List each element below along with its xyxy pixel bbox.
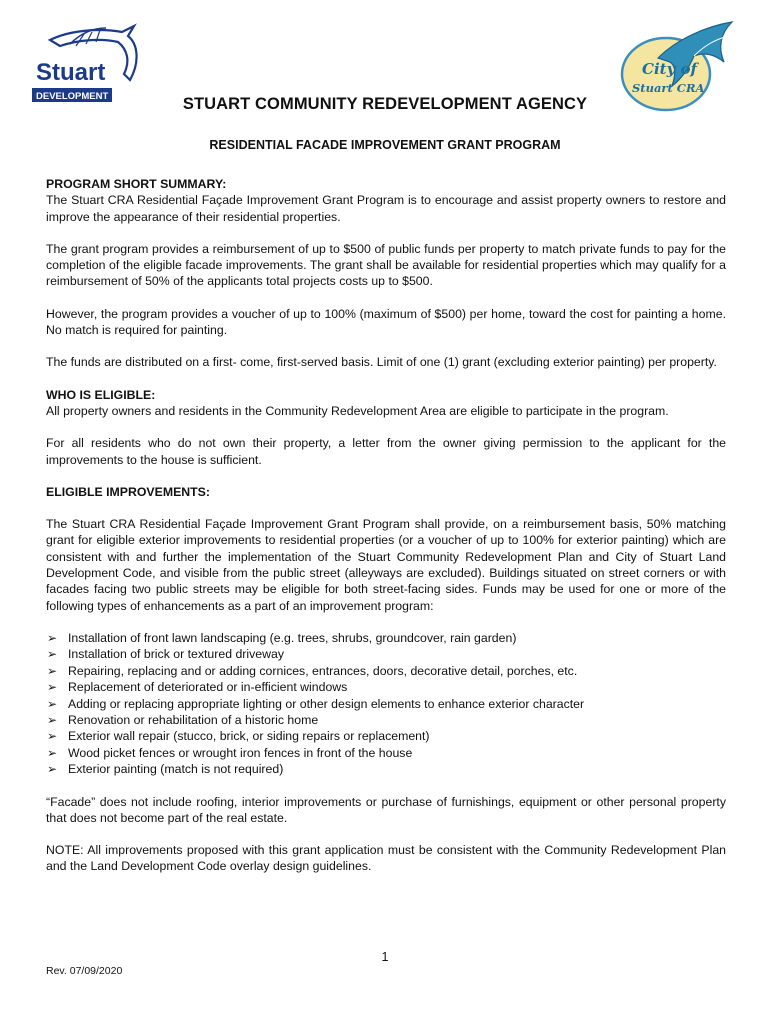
improvements-intro: The Stuart CRA Residential Façade Improvement Grant Program shall provide, on a reimbursement basis, 50% matching grant for eligible exterior improvements to residential properties (or a voucher of up to 100% for exterior painting) which are consistent with and further the implementation of the Stuart Community Redevelopment Plan and City of Stuart Land Development Code, and visible from the public street (alleyways are excluded). Buildings situated on street corners or with facades facing two public streets may be eligible for both street-facing sides. Funds may be used for one or more of the following types of enhancements as a part of an improvement program: [46,517,726,613]
eligibility-section [46,387,726,420]
summary-section [46,176,726,225]
arrow-bullet-icon: ➢ [47,663,58,678]
document-body [46,176,726,891]
eligibility-paragraph-2: For all residents who do not own their property, a letter from the owner giving permission to the applicant for the improvements to the house is sufficient. [46,436,726,467]
summary-paragraph-1: The Stuart CRA Residential Façade Improvement Grant Program is to encourage and assist property owners to restore and improve the appearance of their residential properties. [46,193,726,224]
arrow-bullet-icon: ➢ [47,680,58,695]
arrow-bullet-icon: ➢ [47,630,58,645]
list-item-text: Installation of brick or textured driveway [68,647,284,662]
arrow-bullet-icon: ➢ [47,745,58,760]
logo-city-text: City of [642,60,697,78]
list-item [46,679,726,695]
list-item-text: Exterior painting (match is not required) [68,762,284,777]
facade-definition: “Facade” does not include roofing, interior improvements or purchase of furnishings, equipment or other personal property that does not become part of the real estate. [46,794,726,825]
logo-sub-text: DEVELOPMENT [36,91,109,102]
list-item-text: Exterior wall repair (stucco, brick, or siding repairs or replacement) [68,729,430,744]
list-item-text: Replacement of deteriorated or in-efficient windows [68,680,348,695]
list-item-text: Repairing, replacing and or adding cornices, entrances, doors, decorative detail, porches, etc. [68,663,578,678]
page-number: 1 [381,950,389,964]
improvements-list [46,630,726,778]
arrow-bullet-icon: ➢ [47,762,58,777]
summary-paragraph-2: The grant program provides a reimbursement of up to $500 of public funds per property to match private funds to pay for the completion of the eligible facade improvements. The grant shall be available for residential properties which may qualify for a reimbursement of 50% of the applicants total projects costs up to $500. [46,241,726,289]
list-item [46,663,726,679]
arrow-bullet-icon: ➢ [47,729,58,744]
arrow-bullet-icon: ➢ [47,712,58,727]
list-item-text: Adding or replacing appropriate lighting or other design elements to enhance exterior character [68,696,585,711]
summary-paragraph-4: The funds are distributed on a first- come, first-served basis. Limit of one (1) grant (excluding exterior painting) per property. [46,355,717,370]
arrow-bullet-icon: ➢ [47,696,58,711]
list-item [46,712,726,728]
list-item [46,728,726,744]
list-item [46,745,726,761]
eligibility-heading: WHO IS ELIGIBLE: [46,387,156,402]
logo-brand-text: Stuart [36,59,106,86]
arrow-bullet-icon: ➢ [47,647,58,662]
logo-cra-text: Stuart CRA [632,81,705,95]
agency-title: STUART COMMUNITY REDEVELOPMENT AGENCY [182,95,588,113]
list-item-text: Installation of front lawn landscaping (e.g. trees, shrubs, groundcover, rain garden) [68,630,517,645]
list-item [46,646,726,662]
revision-date: Rev. 07/09/2020 [46,965,123,977]
summary-heading: PROGRAM SHORT SUMMARY: [46,177,227,191]
improvements-heading: ELIGIBLE IMPROVEMENTS: [46,484,210,499]
program-title: RESIDENTIAL FACADE IMPROVEMENT GRANT PROGRAM [209,138,561,152]
list-item [46,761,726,777]
list-item-text: Wood picket fences or wrought iron fences in front of the house [68,745,413,760]
eligibility-paragraph-1: All property owners and residents in the Community Redevelopment Area are eligible to participate in the program. [46,403,669,418]
final-note: NOTE: All improvements proposed with this grant application must be consistent with the Community Redevelopment Plan and the Land Development Code overlay design guidelines. [46,843,726,874]
list-item [46,630,726,646]
list-item [46,696,726,712]
list-item-text: Renovation or rehabilitation of a historic home [68,712,319,727]
summary-paragraph-3: However, the program provides a voucher of up to 100% (maximum of $500) per home, toward the cost for painting a home. No match is required for painting. [46,306,726,338]
